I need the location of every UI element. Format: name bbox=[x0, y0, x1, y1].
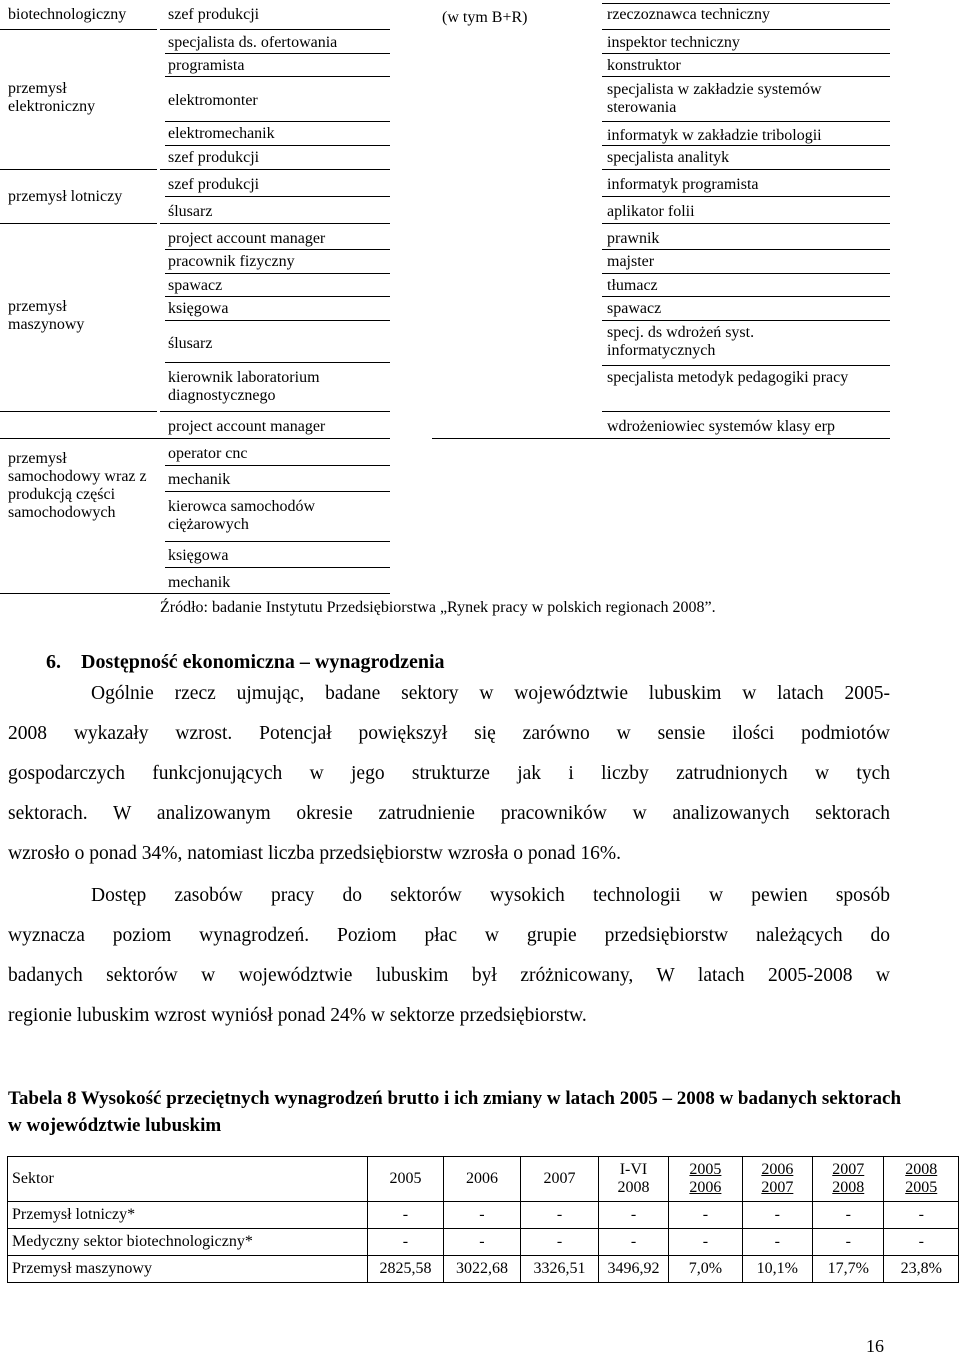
table-cell: - bbox=[669, 1229, 742, 1256]
paragraph-line: badanych sektorów w województwie lubuskim był zróżnicowany, W latach 2005-2008 w bbox=[8, 965, 890, 986]
job-item: specj. ds wdrożeń syst. informatycznych bbox=[607, 324, 755, 359]
table-rule bbox=[165, 53, 390, 54]
job-item: księgowa bbox=[168, 547, 229, 564]
table-rule bbox=[165, 362, 390, 363]
table-cell: 2825,58 bbox=[368, 1256, 444, 1283]
row-label: Medyczny sektor biotechnologiczny* bbox=[8, 1229, 368, 1256]
table-rule bbox=[165, 145, 390, 146]
job-item: prawnik bbox=[607, 230, 660, 247]
job-item: aplikator folii bbox=[607, 203, 695, 220]
salary-table bbox=[7, 1156, 959, 1283]
table-cell: - bbox=[443, 1202, 521, 1229]
paragraph-line: wyznacza poziom wynagrodzeń. Poziom płac w grupie przedsiębiorstw należących do bbox=[8, 925, 890, 946]
job-item: ślusarz bbox=[168, 203, 213, 220]
job-item: elektromechanik bbox=[168, 125, 275, 142]
header-cell: Sektor bbox=[8, 1157, 368, 1202]
job-item: informatyk w zakładzie tribologii bbox=[607, 127, 822, 144]
sector-label: przemysł elektroniczny bbox=[8, 80, 96, 115]
table-rule bbox=[602, 121, 890, 122]
table-cell: - bbox=[813, 1229, 884, 1256]
table-cell: - bbox=[813, 1202, 884, 1229]
table-rule bbox=[165, 249, 390, 250]
table-cell: - bbox=[443, 1229, 521, 1256]
header-cell: 2008 2005 bbox=[884, 1157, 959, 1202]
page-number: 16 bbox=[866, 1336, 884, 1356]
table-rule bbox=[0, 411, 157, 412]
table-header-row bbox=[8, 1157, 959, 1202]
paragraph-2 bbox=[8, 876, 890, 1036]
table-rule bbox=[0, 438, 390, 439]
table-rule bbox=[432, 438, 890, 439]
header-cell: 2006 bbox=[443, 1157, 521, 1202]
job-item: operator cnc bbox=[168, 445, 248, 462]
job-item: inspektor techniczny bbox=[607, 34, 740, 51]
table-cell: 3496,92 bbox=[598, 1256, 668, 1283]
row-label: Przemysł lotniczy* bbox=[8, 1202, 368, 1229]
table-cell: - bbox=[598, 1202, 668, 1229]
table-rule bbox=[165, 567, 390, 568]
table-cell: - bbox=[368, 1202, 444, 1229]
table-rule bbox=[165, 465, 390, 466]
table-rule bbox=[165, 196, 390, 197]
paragraph-line: Ogólnie rzecz ujmując, badane sektory w województwie lubuskim w latach 2005- bbox=[91, 683, 890, 704]
job-item: spawacz bbox=[607, 300, 662, 317]
table-caption: Tabela 8 Wysokość przeciętnych wynagrodzeń brutto i ich zmiany w latach 2005 – 2008 w badanych sektorach w województwie lubuskim bbox=[8, 1088, 902, 1136]
job-item: elektromonter bbox=[168, 92, 258, 109]
table-rule bbox=[160, 29, 390, 30]
header-cell: 2007 bbox=[521, 1157, 599, 1202]
paragraph-line: sektorach. W analizowanym okresie zatrudnienie pracowników w analizowanych sektorach bbox=[8, 803, 890, 824]
job-item: project account manager bbox=[168, 418, 326, 435]
table-cell: 23,8% bbox=[884, 1256, 959, 1283]
table-rule bbox=[602, 196, 890, 197]
job-item: kierownik laboratorium diagnostycznego bbox=[168, 369, 320, 404]
table-rule bbox=[602, 320, 890, 321]
source-note: Źródło: badanie Instytutu Przedsiębiorstwa „Rynek pracy w polskich regionach 2008”. bbox=[160, 599, 716, 616]
job-item: szef produkcji bbox=[168, 6, 260, 23]
table-rule bbox=[602, 145, 890, 146]
job-item: księgowa bbox=[168, 300, 229, 317]
table-cell: - bbox=[368, 1229, 444, 1256]
table-rule bbox=[165, 76, 390, 77]
job-item: informatyk programista bbox=[607, 176, 759, 193]
paragraph-1 bbox=[8, 674, 890, 874]
job-item: szef produkcji bbox=[168, 176, 260, 193]
table-cell: - bbox=[884, 1202, 959, 1229]
table-rule bbox=[602, 411, 890, 412]
sector-label: przemysł samochodowy wraz z produkcją części samochodowych bbox=[8, 450, 147, 521]
table-rule bbox=[602, 296, 890, 297]
header-cell: 2005 bbox=[368, 1157, 444, 1202]
section-number: 6. bbox=[46, 651, 61, 673]
table-cell: - bbox=[742, 1202, 812, 1229]
job-item: specjalista analityk bbox=[607, 149, 730, 166]
table-rule bbox=[160, 411, 390, 412]
table-cell: 3022,68 bbox=[443, 1256, 521, 1283]
table-rule bbox=[602, 249, 890, 250]
table-row bbox=[8, 1202, 959, 1229]
job-item: specjalista metodyk pedagogiki pracy bbox=[607, 369, 849, 386]
section-heading bbox=[46, 650, 445, 674]
job-item: rzeczoznawca techniczny bbox=[607, 6, 770, 23]
table-rule bbox=[165, 320, 390, 321]
paragraph-line: 2008 wykazały wzrost. Potencjał powiększył się zarówno w sensie ilości podmiotów bbox=[8, 723, 890, 744]
table-cell: - bbox=[884, 1229, 959, 1256]
header-cell: 2005 2006 bbox=[669, 1157, 742, 1202]
job-item: tłumacz bbox=[607, 277, 658, 294]
table-rule bbox=[602, 3, 890, 4]
paragraph-line: wzrosło o ponad 34%, natomiast liczba przedsiębiorstw wzrosła o ponad 16%. bbox=[8, 843, 622, 864]
job-item: spawacz bbox=[168, 277, 223, 294]
rd-header: (w tym B+R) bbox=[442, 9, 528, 26]
table-row bbox=[8, 1256, 959, 1283]
job-item: konstruktor bbox=[607, 57, 681, 74]
job-item: wdrożeniowiec systemów klasy erp bbox=[607, 418, 835, 435]
table-rule bbox=[165, 296, 390, 297]
table-rule bbox=[165, 491, 390, 492]
job-item: szef produkcji bbox=[168, 149, 260, 166]
paragraph-line: Dostęp zasobów pracy do sektorów wysokich technologii w pewien sposób bbox=[91, 885, 890, 906]
table-rule bbox=[0, 29, 157, 30]
paragraph-line: gospodarczych funkcjonujących w jego strukturze jak i liczby zatrudnionych w tych bbox=[8, 763, 890, 784]
sector-label: przemysł lotniczy bbox=[8, 188, 123, 205]
table-row bbox=[8, 1229, 959, 1256]
table-cell: - bbox=[521, 1229, 599, 1256]
job-item: programista bbox=[168, 57, 245, 74]
table-cell: 17,7% bbox=[813, 1256, 884, 1283]
table-cell: - bbox=[521, 1202, 599, 1229]
table-rule bbox=[165, 121, 390, 122]
table-rule bbox=[602, 76, 890, 77]
job-item: ślusarz bbox=[168, 335, 213, 352]
table-rule bbox=[0, 593, 390, 594]
header-cell: 2007 2008 bbox=[813, 1157, 884, 1202]
table-cell: - bbox=[742, 1229, 812, 1256]
table-rule bbox=[165, 273, 390, 274]
job-item: pracownik fizyczny bbox=[168, 253, 295, 270]
sector-label: przemysł maszynowy bbox=[8, 298, 85, 333]
job-item: project account manager bbox=[168, 230, 326, 247]
header-cell: 2006 2007 bbox=[742, 1157, 812, 1202]
job-item: specjalista ds. ofertowania bbox=[168, 34, 338, 51]
table-cell: 3326,51 bbox=[521, 1256, 599, 1283]
table-rule bbox=[0, 169, 157, 170]
row-label: Przemysł maszynowy bbox=[8, 1256, 368, 1283]
section-title: Dostępność ekonomiczna – wynagrodzenia bbox=[81, 651, 445, 673]
job-item: mechanik bbox=[168, 574, 231, 591]
table-rule bbox=[602, 273, 890, 274]
table-rule bbox=[165, 541, 390, 542]
table-rule bbox=[0, 223, 157, 224]
table-rule bbox=[602, 365, 890, 366]
header-cell: I-VI 2008 bbox=[598, 1157, 668, 1202]
job-item: majster bbox=[607, 253, 655, 270]
table-rule bbox=[602, 223, 890, 224]
table-rule bbox=[602, 29, 890, 30]
table-cell: - bbox=[598, 1229, 668, 1256]
paragraph-line: regionie lubuskim wzrost wyniósł ponad 24% w sektorze przedsiębiorstw. bbox=[8, 1005, 587, 1026]
table-cell: 7,0% bbox=[669, 1256, 742, 1283]
sector-label: biotechnologiczny bbox=[8, 6, 127, 23]
table-cell: - bbox=[669, 1202, 742, 1229]
table-rule bbox=[602, 169, 890, 170]
table-rule bbox=[160, 169, 390, 170]
job-item: kierowca samochodów ciężarowych bbox=[168, 498, 316, 533]
table-rule bbox=[160, 223, 390, 224]
table-rule bbox=[602, 53, 890, 54]
job-item: specjalista w zakładzie systemów sterowania bbox=[607, 81, 822, 116]
job-item: mechanik bbox=[168, 471, 231, 488]
table-cell: 10,1% bbox=[742, 1256, 812, 1283]
